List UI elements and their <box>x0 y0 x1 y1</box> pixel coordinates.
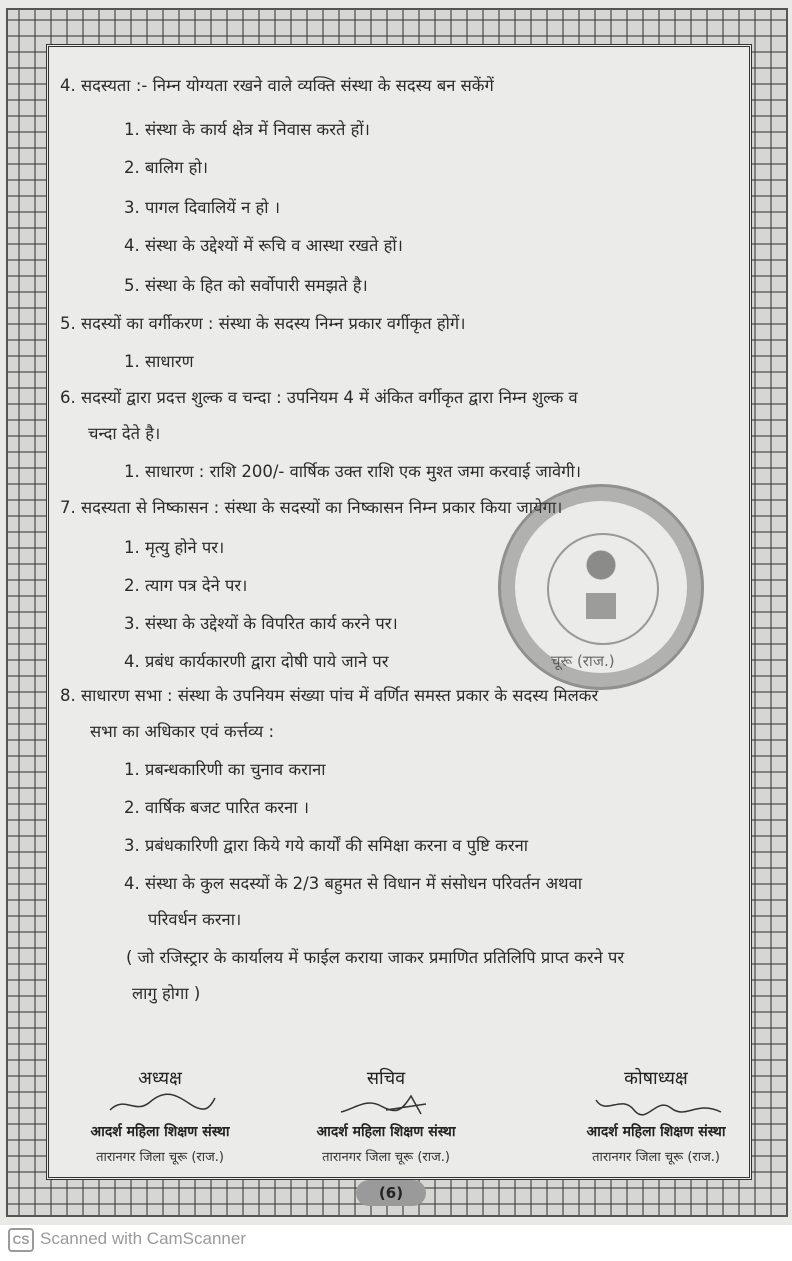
signature-president <box>70 1066 250 1165</box>
clause-4-item-1: 1. संस्था के कार्य क्षेत्र में निवास करते हों। <box>124 120 370 139</box>
signature-place: तारानगर जिला चूरू (राज.) <box>96 1150 224 1165</box>
clause-8-item-1: 1. प्रबन्धकारिणी का चुनाव कराना <box>124 760 326 779</box>
clause-7-item-2: 2. त्याग पत्र देने पर। <box>124 576 248 595</box>
clause-4-item-2: 2. बालिग हो। <box>124 158 208 177</box>
signature-org: आदर्श महिला शिक्षण संस्था <box>586 1124 726 1140</box>
signature-place: तारानगर जिला चूरू (राज.) <box>322 1150 450 1165</box>
clause-6-item-1: 1. साधारण : राशि 200/- वार्षिक उक्त राशि एक मुश्त जमा करवाई जावेगी। <box>124 462 581 481</box>
clause-5-item-1: 1. साधारण <box>124 352 194 371</box>
clause-8-item-3: 3. प्रबंधकारिणी द्वारा किये गये कार्यों की समिक्षा करना व पुष्टि करना <box>124 836 529 855</box>
camscanner-watermark <box>8 1228 246 1252</box>
clause-4-heading: 4. सदस्यता :- निम्न योग्यता रखने वाले व्यक्ति संस्था के सदस्य बन सकेंगें <box>60 76 494 95</box>
seal-text: चूरू (राज.) <box>551 652 615 670</box>
clause-4-item-5: 5. संस्था के हित को सर्वोपारी समझते है। <box>124 276 368 295</box>
clause-7-item-4: 4. प्रबंध कार्यकारणी द्वारा दोषी पाये जाने पर <box>124 652 389 671</box>
signature-scribble-icon <box>100 1090 220 1118</box>
signature-title: सचिव <box>366 1068 406 1089</box>
signature-org: आदर्श महिला शिक्षण संस्था <box>90 1124 230 1140</box>
clause-7-item-1: 1. मृत्यु होने पर। <box>124 538 225 557</box>
note-line-2: लागु होगा ) <box>132 984 201 1003</box>
clause-5-heading: 5. सदस्यों का वर्गीकरण : संस्था के सदस्य निम्न प्रकार वर्गीकृत होगें। <box>60 314 466 333</box>
clause-8-item-4: 4. संस्था के कुल सदस्यों के 2/3 बहुमत से विधान में संसोधन परिवर्तन अथवा <box>124 874 583 893</box>
signature-secretary <box>296 1066 476 1165</box>
signature-place: तारानगर जिला चूरू (राज.) <box>592 1150 720 1165</box>
official-seal <box>498 484 704 690</box>
signature-org: आदर्श महिला शिक्षण संस्था <box>316 1124 456 1140</box>
page-number: (6) <box>356 1180 426 1206</box>
clause-4-item-3: 3. पागल दिवालियें न हो । <box>124 198 281 217</box>
watermark-text: Scanned with CamScanner <box>40 1229 247 1248</box>
clause-4-item-4: 4. संस्था के उद्देश्यों में रूचि व आस्था रखते हों। <box>124 236 403 255</box>
emblem-icon <box>581 545 621 625</box>
clause-7-item-3: 3. संस्था के उद्देश्यों के विपरित कार्य करने पर। <box>124 614 398 633</box>
clause-6-heading: 6. सदस्यों द्वारा प्रदत्त शुल्क व चन्दा : उपनियम 4 में अंकित वर्गीकृत द्वारा निम्न शुल्क व <box>60 388 578 407</box>
clause-7-heading: 7. सदस्यता से निष्कासन : संस्था के सदस्यों का निष्कासन निम्न प्रकार किया जायेगा। <box>60 498 563 517</box>
signature-title: अध्यक्ष <box>138 1068 182 1089</box>
clause-8-item-4-continuation: परिवर्धन करना। <box>148 910 242 929</box>
note-line-1: ( जो रजिस्ट्रार के कार्यालय में फाईल कराया जाकर प्रमाणित प्रतिलिपि प्राप्त करने पर <box>126 948 625 967</box>
clause-8-heading: 8. साधारण सभा : संस्था के उपनियम संख्या पांच में वर्णित समस्त प्रकार के सदस्य मिलकर <box>60 686 599 705</box>
clause-6-continuation: चन्दा देते है। <box>88 424 161 443</box>
clause-8-continuation: सभा का अधिकार एवं कर्त्तव्य : <box>90 722 275 741</box>
signature-title: कोषाध्यक्ष <box>624 1068 688 1089</box>
signature-scribble-icon <box>586 1090 726 1118</box>
signature-scribble-icon <box>326 1090 446 1118</box>
clause-8-item-2: 2. वार्षिक बजट पारित करना । <box>124 798 310 817</box>
camscanner-logo-icon: CS <box>8 1228 34 1252</box>
signature-treasurer <box>566 1066 746 1165</box>
